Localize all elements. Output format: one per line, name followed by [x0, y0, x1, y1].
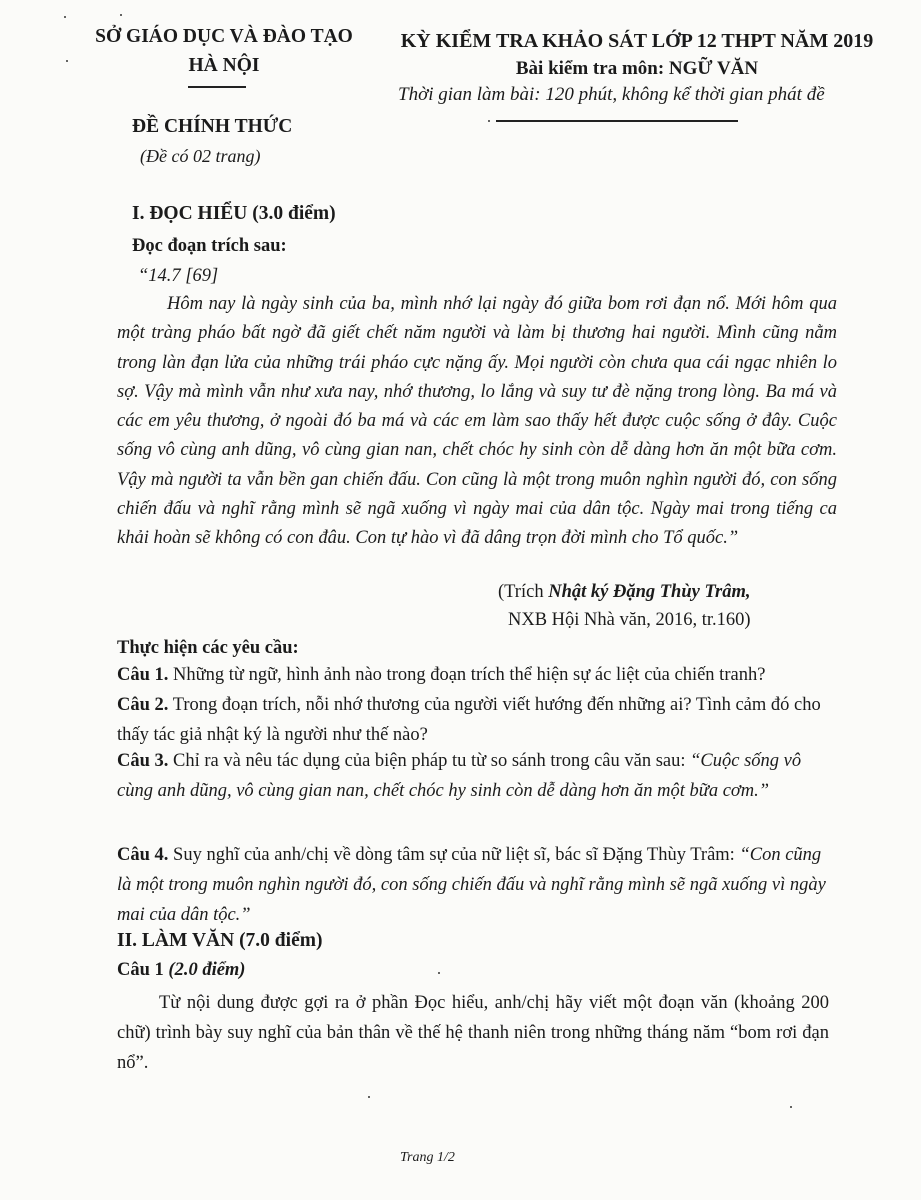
department-name: SỞ GIÁO DỤC VÀ ĐÀO TẠO: [95, 26, 353, 47]
source-publisher: NXB Hội Nhà văn, 2016, tr.160): [508, 610, 751, 630]
source-title: Nhật ký Đặng Thùy Trâm,: [548, 582, 751, 602]
question-1-text: Những từ ngữ, hình ảnh nào trong đoạn trích thể hiện sự ác liệt của chiến tranh?: [168, 665, 766, 685]
question-2: [117, 690, 829, 750]
source-line-1: [498, 582, 751, 603]
entry-date: “14.7 [69]: [138, 266, 219, 286]
tasks-title: Thực hiện các yêu cầu:: [117, 638, 299, 658]
writing-question-1-points: (2.0 điểm): [168, 960, 246, 980]
question-3: [117, 746, 829, 806]
scan-speck: [790, 1106, 792, 1108]
scan-speck: [66, 60, 68, 62]
source-prefix: (Trích: [498, 582, 549, 602]
question-4-text: Suy nghĩ của anh/chị về dòng tâm sự của nữ liệt sĩ, bác sĩ Đặng Thùy Trâm:: [168, 845, 740, 865]
exam-subject: Bài kiểm tra môn: NGỮ VĂN: [515, 58, 759, 79]
official-label: ĐỀ CHÍNH THỨC: [132, 116, 293, 137]
scan-speck: [438, 972, 440, 974]
question-2-text: Trong đoạn trích, nỗi nhớ thương của người viết hướng đến những ai? Tình cảm đó cho thấy tác giả nhật ký là người như thế nào?: [117, 695, 821, 745]
scan-speck: [488, 120, 490, 122]
question-3-quote: “Cuộc sống vô cùng anh dũng, vô cùng gian nan, chết chóc hy sinh còn dễ dàng hơn ăn một bữa cơm.”: [117, 751, 802, 801]
pages-note: (Đề có 02 trang): [140, 146, 261, 166]
reading-passage: Hôm nay là ngày sinh của ba, mình nhớ lại ngày đó giữa bom rơi đạn nổ. Mới hôm qua một tràng pháo bất ngờ đã giết chết năm người và làm bị thương hai người. Mình cũng nằm trong làn đạn lửa của những trái pháo cực nặng ấy. Mọi người còn chưa qua cái ngạc nhiên lo sợ. Vậy mà mình vẫn như xưa nay, nhớ thương, lo lắng và suy tư đè nặng trong lòng. Ba má và các em yêu thương, ở ngoài đó ba má và các em làm sao thấy hết được cuộc sống ở đây. Cuộc sống vô cùng anh dũng, vô cùng gian nan, chết chóc hy sinh còn dễ dàng hơn ăn một bữa cơm. Vậy mà người ta vẫn bền gan chiến đấu. Con cũng là một trong muôn nghìn người đó, con sống chiến đấu và nghĩ rằng mình sẽ ngã xuống vì ngày mai của dân tộc. Ngày mai trong tiếng ca khải hoàn sẽ không có con đâu. Con tự hào vì đã dâng trọn đời mình cho Tổ quốc.”: [117, 294, 837, 549]
question-3-label: Câu 3.: [117, 751, 169, 771]
section-reading-title: I. ĐỌC HIỂU (3.0 điểm): [132, 203, 336, 224]
question-4-label: Câu 4.: [117, 845, 169, 865]
scan-speck: [120, 14, 122, 16]
header-divider-right: [496, 120, 738, 122]
writing-question-1-label: Câu 1: [117, 960, 169, 980]
department-city: HÀ NỘI: [188, 55, 260, 76]
page-number: Trang 1/2: [400, 1150, 455, 1165]
question-1-label: Câu 1.: [117, 665, 169, 685]
writing-question-1-text: Từ nội dung được gợi ra ở phần Đọc hiểu, anh/chị hãy viết một đoạn văn (khoảng 200 chữ) trình bày suy nghĩ của bản thân về thế hệ thanh niên trong những tháng năm “bom rơi đạn nổ”.: [117, 993, 829, 1073]
scan-speck: [64, 16, 66, 18]
question-4-quote: “Con cũng là một trong muôn nghìn người đó, con sống chiến đấu và nghĩ rằng mình sẽ ngã xuống vì ngày mai của dân tộc.”: [117, 845, 826, 925]
department-header: [86, 22, 362, 80]
writing-question-1-heading: [117, 960, 245, 981]
question-4: [117, 840, 829, 930]
scan-speck: [368, 1096, 370, 1098]
question-3-text: Chỉ ra và nêu tác dụng của biện pháp tu từ so sánh trong câu văn sau:: [168, 751, 691, 771]
exam-title: KỲ KIỂM TRA KHẢO SÁT LỚP 12 THPT NĂM 2019: [400, 30, 874, 52]
section-writing-title: II. LÀM VĂN (7.0 điểm): [117, 930, 323, 951]
header-divider-left: [188, 86, 246, 88]
question-1: [117, 660, 829, 690]
read-instruction: Đọc đoạn trích sau:: [132, 236, 287, 256]
question-2-label: Câu 2.: [117, 695, 169, 715]
exam-duration: Thời gian làm bài: 120 phút, không kể thời gian phát đề: [398, 84, 825, 105]
